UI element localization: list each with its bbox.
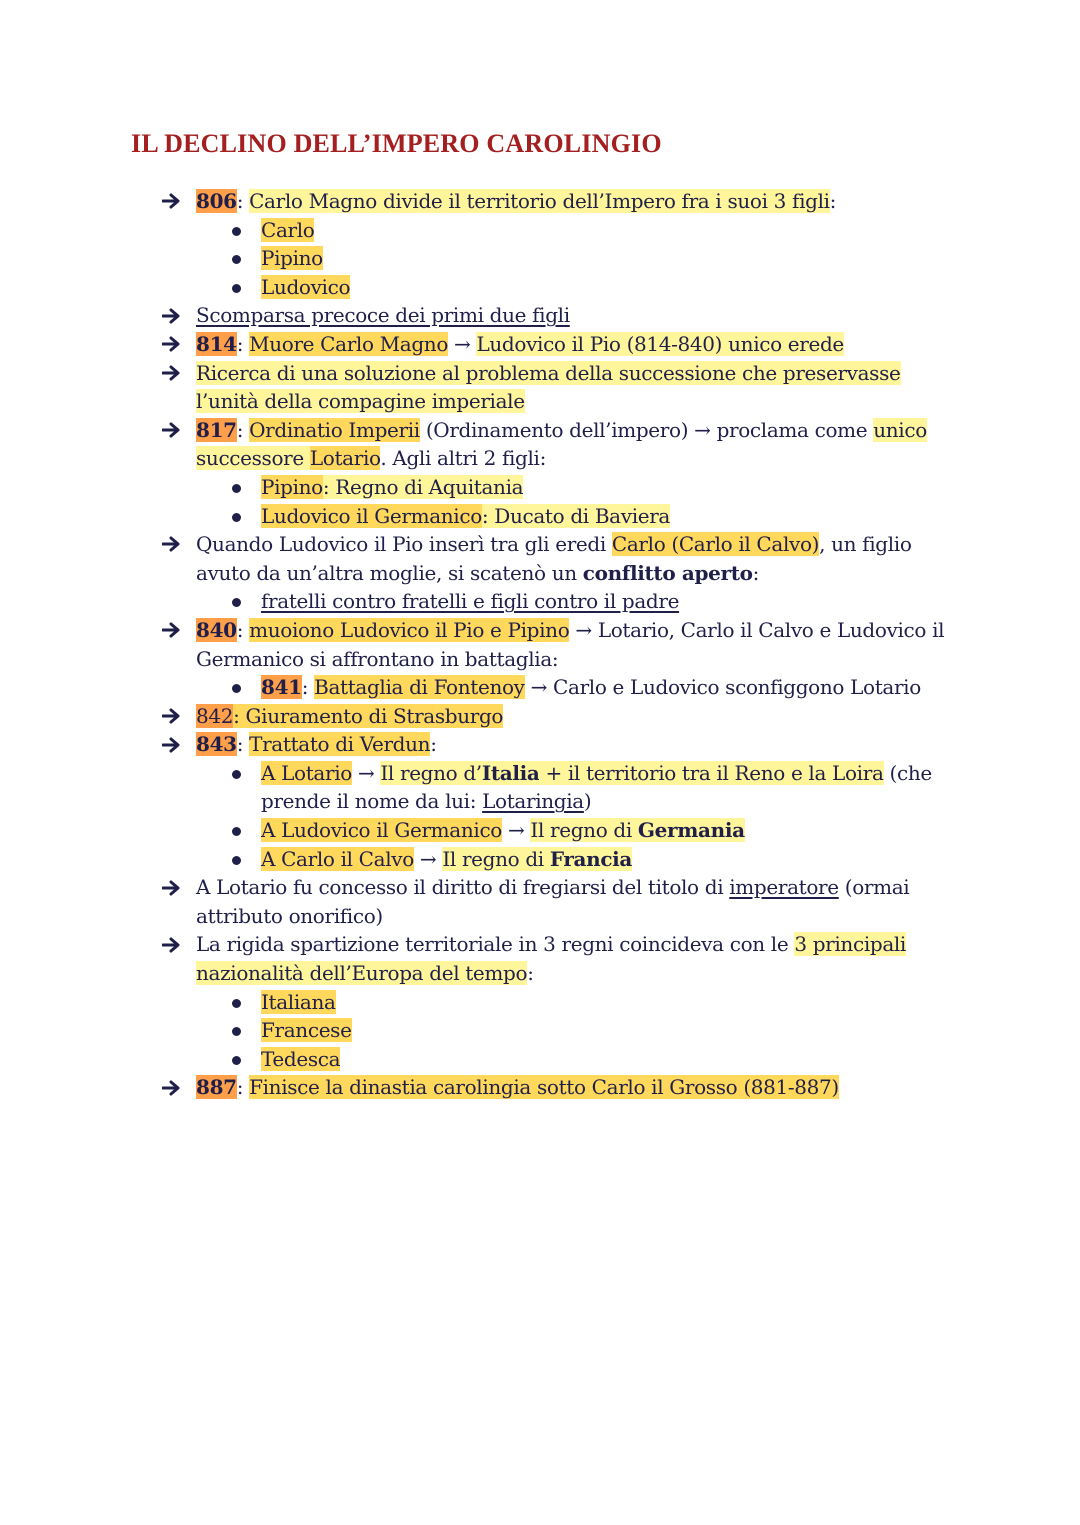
item-text (196, 418, 927, 471)
bullet-dot-icon (232, 770, 241, 779)
item-text (196, 361, 901, 414)
text-segment: Carlo Magno divide il territorio dell’Impero fra i suoi 3 figli (249, 189, 830, 213)
arrow-right-icon (162, 702, 186, 731)
arrow-right-icon (162, 187, 186, 216)
item-text (261, 990, 336, 1014)
bullet-list-item (162, 273, 962, 302)
text-segment: → Lotario, Carlo il Calvo e Ludovico il Germanico si affrontano in battaglia: (196, 617, 945, 671)
text-segment: Battaglia di Fontenoy (314, 675, 525, 700)
text-segment: 887 (196, 1075, 237, 1100)
arrow-right-icon (162, 330, 186, 359)
text-segment: Pipino (261, 246, 323, 271)
text-segment: Ludovico il Germanico (261, 503, 482, 528)
text-segment: : Giuramento di Strasburgo (233, 703, 504, 728)
text-segment: : (236, 617, 250, 642)
text-segment: : (236, 1075, 250, 1100)
text-segment: → (351, 760, 381, 785)
bullet-list-item (162, 587, 962, 616)
bullet-dot-icon (232, 1056, 241, 1065)
bullet-dot-icon (232, 856, 241, 865)
notes-list (162, 187, 962, 1102)
text-segment: : (236, 189, 250, 213)
text-segment: → Carlo e Ludovico sconfiggono Lotario (524, 675, 921, 700)
text-segment: 817 (196, 417, 237, 442)
text-segment: → (448, 331, 477, 356)
arrow-list-item (162, 359, 962, 416)
text-segment: A Ludovico il Germanico (261, 818, 502, 843)
text-segment: , un figlio avuto da un’altra moglie, si scatenò un (196, 532, 912, 585)
item-text (196, 189, 836, 213)
arrow-list-item (162, 702, 962, 731)
arrow-list-item (162, 1073, 962, 1102)
text-segment: Quando Ludovico il Pio inserì tra gli eredi (196, 532, 612, 557)
text-segment: Trattato di Verdun (249, 732, 431, 757)
text-segment: 814 (196, 331, 237, 356)
bullet-dot-icon (232, 684, 241, 693)
item-text (196, 618, 944, 671)
bullet-list-item (162, 759, 962, 816)
text-segment: (ormai attributo onorifico) (196, 875, 910, 928)
arrow-right-icon (162, 873, 186, 902)
text-segment: Il regno di (442, 846, 550, 871)
text-segment: fratelli contro fratelli e figli contro il padre (261, 589, 680, 614)
item-text (261, 818, 745, 842)
text-segment: ) (583, 789, 592, 814)
text-segment: muoiono Ludovico il Pio e Pipino (249, 617, 570, 642)
item-text (261, 504, 670, 528)
item-text (196, 704, 503, 728)
bullet-list-item (162, 673, 962, 702)
text-segment: Finisce la dinastia carolingia sotto Carlo il Grosso (881-887) (249, 1075, 839, 1100)
text-segment: 806 (196, 189, 237, 213)
text-segment: La rigida spartizione territoriale in 3 regni coincideva con le (196, 932, 795, 957)
text-segment: Lotaringia (482, 789, 584, 814)
text-segment: Carlo (261, 217, 315, 242)
arrow-list-item (162, 616, 962, 673)
text-segment: Il regno d’ (380, 760, 482, 785)
item-text (261, 675, 921, 699)
text-segment: : Ducato di Baviera (481, 503, 671, 528)
text-segment: : (829, 189, 837, 213)
text-segment: Germania (637, 818, 745, 843)
item-text (196, 732, 437, 756)
bullet-dot-icon (232, 598, 241, 607)
item-text (261, 761, 932, 814)
text-segment: Ludovico il Pio (814-840) unico erede (476, 331, 844, 356)
text-segment: 840 (196, 617, 237, 642)
text-segment: 843 (196, 732, 237, 757)
text-segment: Italia (481, 760, 540, 785)
text-segment: : (527, 961, 534, 986)
arrow-list-item (162, 301, 962, 330)
text-segment: conflitto aperto (582, 560, 753, 585)
arrow-list-item (162, 530, 962, 587)
arrow-right-icon (162, 530, 186, 559)
text-segment: Carlo (Carlo il Calvo) (611, 532, 820, 557)
text-segment: : (236, 417, 250, 442)
bullet-dot-icon (232, 284, 241, 293)
arrow-right-icon (162, 730, 186, 759)
arrow-list-item (162, 873, 962, 930)
text-segment: Scomparsa precoce dei primi due figli (196, 303, 570, 328)
text-segment: (che prende il nome da lui: (261, 760, 932, 814)
text-segment: Francese (261, 1018, 352, 1043)
arrow-list-item (162, 187, 962, 216)
item-text (261, 1018, 352, 1042)
bullet-dot-icon (232, 999, 241, 1008)
arrow-list-item (162, 930, 962, 987)
item-text (261, 1047, 340, 1071)
arrow-right-icon (162, 1073, 186, 1102)
text-segment: Il regno di (530, 818, 638, 843)
text-segment: : (236, 331, 250, 356)
text-segment: Italiana (261, 989, 336, 1014)
text-segment: → (501, 818, 531, 843)
text-segment: A Lotario fu concesso il diritto di fregiarsi del titolo di (196, 875, 730, 900)
item-text (196, 532, 912, 585)
text-segment: Muore Carlo Magno (249, 331, 449, 356)
text-segment: . Agli altri 2 figli: (380, 446, 546, 471)
text-segment: Ludovico (261, 274, 351, 299)
bullet-list-item (162, 473, 962, 502)
bullet-list-item (162, 502, 962, 531)
text-segment: Tedesca (261, 1046, 341, 1071)
text-segment: : (752, 560, 759, 585)
text-segment: unico successore (196, 417, 927, 471)
item-text (261, 475, 523, 499)
item-text (196, 1075, 839, 1099)
text-segment: Pipino (261, 474, 323, 499)
text-segment: imperatore (729, 875, 839, 900)
item-text (196, 332, 844, 356)
text-segment: 842 (196, 703, 234, 728)
text-segment: : (236, 732, 250, 757)
text-segment: (Ordinamento dell’impero) → proclama come (419, 417, 874, 442)
arrow-right-icon (162, 930, 186, 959)
arrow-list-item (162, 330, 962, 359)
text-segment: A Lotario (261, 760, 352, 785)
bullet-list-item (162, 244, 962, 273)
text-segment: 841 (261, 675, 302, 700)
text-segment: A Carlo il Calvo (261, 846, 414, 871)
bullet-dot-icon (232, 484, 241, 493)
arrow-right-icon (162, 301, 186, 330)
text-segment: Ordinatio Imperii (249, 417, 420, 442)
item-text (196, 932, 906, 985)
arrow-right-icon (162, 359, 186, 388)
arrow-list-item (162, 416, 962, 473)
page-title: IL DECLINO DELL’IMPERO CAROLINGIO (131, 129, 662, 158)
text-segment: Lotario (309, 446, 381, 471)
arrow-right-icon (162, 616, 186, 645)
text-segment: Francia (549, 846, 633, 871)
bullet-dot-icon (232, 1027, 241, 1036)
bullet-list-item (162, 816, 962, 845)
item-text (261, 589, 679, 613)
item-text (261, 246, 323, 270)
text-segment: : (430, 732, 437, 757)
text-segment: + il territorio tra il Reno e la Loira (539, 760, 884, 785)
text-segment: Ricerca di una soluzione al problema della successione che preservasse l’unità della compagine imperiale (196, 360, 901, 414)
bullet-dot-icon (232, 255, 241, 264)
item-text (196, 303, 570, 327)
item-text (196, 875, 909, 928)
text-segment: 3 principali nazionalità dell’Europa del tempo (196, 932, 906, 986)
bullet-list-item (162, 1016, 962, 1045)
text-segment: : Regno di Aquitania (322, 474, 524, 499)
item-text (261, 218, 314, 242)
bullet-dot-icon (232, 227, 241, 236)
arrow-list-item (162, 730, 962, 759)
bullet-list-item (162, 216, 962, 245)
bullet-list-item (162, 988, 962, 1017)
bullet-dot-icon (232, 513, 241, 522)
text-segment: : (301, 675, 315, 700)
text-segment: → (413, 846, 443, 871)
bullet-list-item (162, 845, 962, 874)
arrow-right-icon (162, 416, 186, 445)
item-text (261, 275, 350, 299)
bullet-list-item (162, 1045, 962, 1074)
bullet-dot-icon (232, 827, 241, 836)
item-text (261, 847, 632, 871)
